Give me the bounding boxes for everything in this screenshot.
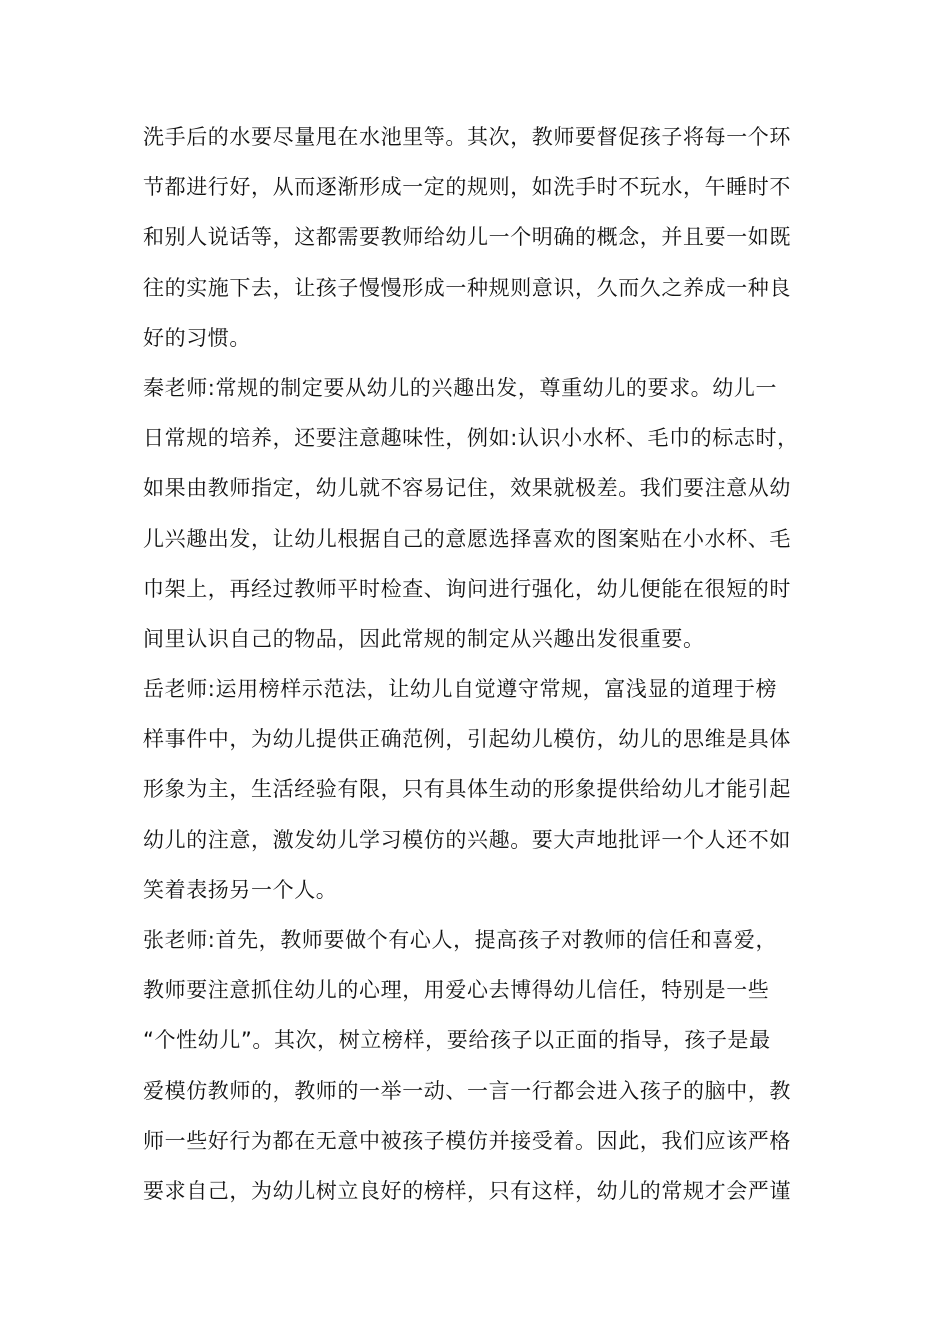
text-line: 要求自己，为幼儿树立良好的榜样，只有这样，幼儿的常规才会严谨 [143, 1178, 791, 1203]
text-line: “个性幼儿”。其次，树立榜样，要给孩子以正面的指导，孩子是最 [143, 1028, 771, 1053]
text-line: 岳老师:运用榜样示范法，让幼儿自觉遵守常规，富浅显的道理于榜 [143, 677, 778, 702]
text-line: 秦老师:常规的制定要从幼儿的兴趣出发，尊重幼儿的要求。幼儿一 [143, 375, 778, 400]
text-line: 爱模仿教师的，教师的一举一动、一言一行都会进入孩子的脑中，教 [143, 1078, 791, 1103]
text-line: 张老师:首先，教师要做个有心人，提高孩子对教师的信任和喜爱， [143, 928, 778, 952]
text-line: 教师要注意抓住幼儿的心理，用爱心去博得幼儿信任，特别是一些 [143, 978, 770, 1003]
text-line: 巾架上，再经过教师平时检查、询问进行强化，幼儿便能在很短的时 [143, 576, 791, 601]
text-line: 节都进行好，从而逐渐形成一定的规则，如洗手时不玩水，午睡时不 [143, 175, 791, 200]
text-line: 好的习惯。 [143, 325, 251, 350]
text-line: 和别人说话等，这都需要教师给幼儿一个明确的概念，并且要一如既 [143, 225, 791, 250]
text-line: 师一些好行为都在无意中被孩子模仿并接受着。因此，我们应该严格 [143, 1128, 791, 1153]
text-line: 洗手后的水要尽量甩在水池里等。其次，教师要督促孩子将每一个环 [143, 125, 791, 149]
text-line: 儿兴趣出发，让幼儿根据自己的意愿选择喜欢的图案贴在小水杯、毛 [143, 526, 791, 551]
text-line: 样事件中，为幼儿提供正确范例，引起幼儿模仿，幼儿的思维是具体 [143, 727, 791, 752]
text-line: 如果由教师指定，幼儿就不容易记住，效果就极差。我们要注意从幼 [143, 476, 791, 501]
text-line: 形象为主，生活经验有限，只有具体生动的形象提供给幼儿才能引起 [143, 777, 791, 802]
text-line: 间里认识自己的物品，因此常规的制定从兴趣出发很重要。 [143, 626, 705, 651]
text-line: 笑着表扬另一个人。 [143, 877, 338, 902]
text-line: 幼儿的注意，激发幼儿学习模仿的兴趣。要大声地批评一个人还不如 [143, 827, 791, 852]
text-line: 日常规的培养，还要注意趣味性，例如:认识小水杯、毛巾的标志时， [143, 426, 799, 451]
text-line: 往的实施下去，让孩子慢慢形成一种规则意识，久而久之养成一种良 [143, 275, 791, 300]
body-text [143, 112, 823, 1216]
